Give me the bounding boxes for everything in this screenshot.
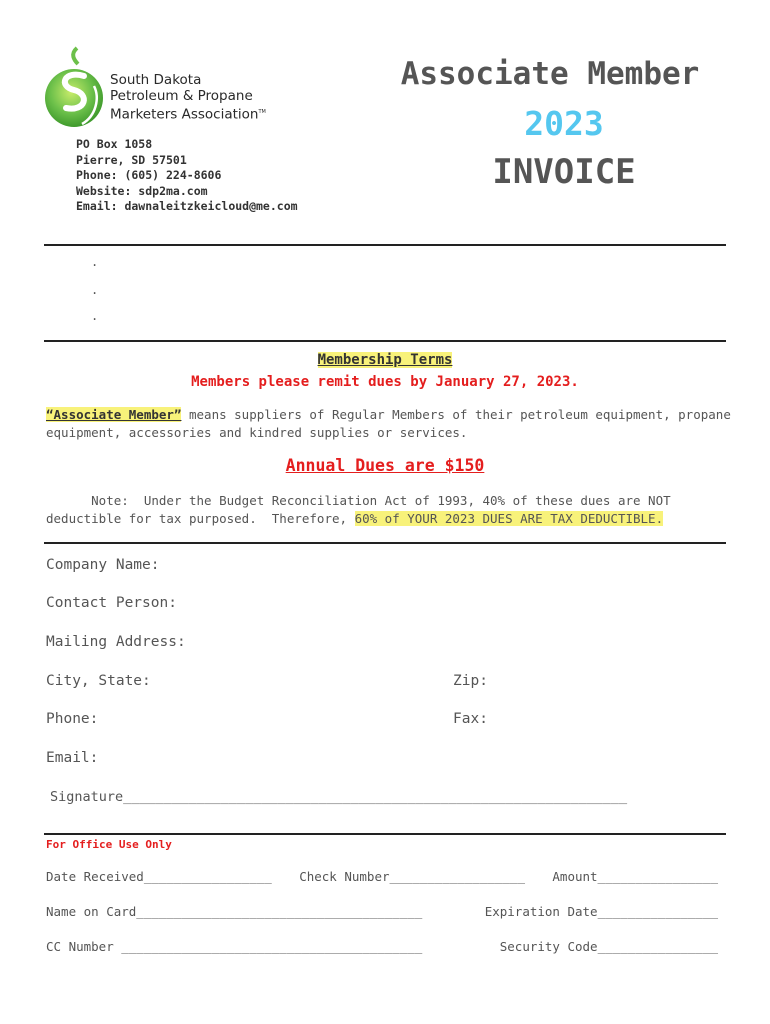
associate-definition-text: means suppliers of Regular Members of their petroleum equipment, propane equipment, accessories and kindred supplies or services. [46, 407, 731, 440]
mailing-address-field[interactable]: Mailing Address: [46, 634, 186, 650]
association-logo [44, 46, 110, 132]
divider-top [44, 244, 726, 246]
amount-field[interactable]: Amount________________ [552, 869, 718, 884]
fax-field[interactable]: Fax: [453, 711, 488, 727]
org-line-2: Petroleum & Propane [110, 88, 253, 104]
signature-field[interactable]: Signature______________________________________________________________ [50, 789, 628, 805]
tax-deductible-highlight: 60% of YOUR 2023 DUES ARE TAX DEDUCTIBLE. [354, 511, 664, 526]
city-state-field[interactable]: City, State: [46, 673, 151, 689]
placeholder-dot: . [91, 255, 99, 269]
org-line-3-text: Marketers Association [110, 106, 259, 123]
office-use-heading: For Office Use Only [46, 838, 172, 851]
org-line-3 [110, 104, 266, 123]
office-row-1 [46, 869, 718, 884]
divider-office [44, 833, 726, 835]
title-year: 2023 [524, 104, 604, 143]
phone-number: Phone: (605) 224-8606 [76, 168, 222, 182]
email-address: Email: dawnaleitzkeicloud@me.com [76, 199, 298, 213]
company-name-field[interactable]: Company Name: [46, 557, 160, 573]
email-field[interactable]: Email: [46, 750, 99, 766]
title-associate-member: Associate Member [400, 56, 700, 92]
annual-dues [0, 456, 770, 475]
office-row-3 [46, 939, 718, 954]
org-line-1: South Dakota [110, 72, 202, 88]
phone-field[interactable]: Phone: [46, 711, 99, 727]
divider-form [44, 542, 726, 544]
contact-block [76, 137, 298, 215]
cc-number-field[interactable]: CC Number ________________________________________ [46, 939, 423, 954]
placeholder-dot: . [91, 309, 99, 323]
security-code-field[interactable]: Security Code________________ [499, 939, 718, 954]
website: Website: sdp2ma.com [76, 183, 208, 198]
membership-terms-heading [0, 352, 770, 368]
zip-field[interactable]: Zip: [453, 673, 488, 689]
divider-terms [44, 340, 726, 342]
membership-terms-text: Membership Terms [317, 352, 453, 368]
remit-deadline: Members please remit dues by January 27, 2023. [191, 374, 579, 390]
annual-dues-text: Annual Dues are $150 [285, 456, 485, 475]
trademark-mark: TM [258, 109, 266, 115]
check-number-field[interactable]: Check Number__________________ [299, 869, 525, 884]
expiration-date-field[interactable]: Expiration Date________________ [484, 904, 718, 919]
associate-definition [46, 406, 736, 442]
contact-person-field[interactable]: Contact Person: [46, 595, 177, 611]
po-box: PO Box 1058 [76, 137, 153, 151]
city-address: Pierre, SD 57501 [76, 152, 187, 167]
organization-name [110, 72, 266, 123]
date-received-field[interactable]: Date Received_________________ [46, 869, 272, 884]
associate-term: “Associate Member” [46, 407, 182, 422]
name-on-card-field[interactable]: Name on Card______________________________________ [46, 904, 423, 919]
tax-note [46, 492, 736, 528]
tax-note-text: Note: Under the Budget Reconciliation Act of 1993, 40% of these dues are NOT deductible for tax purposed. Therefore, [46, 493, 679, 526]
office-row-2 [46, 904, 718, 919]
title-invoice: INVOICE [492, 152, 636, 192]
placeholder-dot: . [91, 283, 99, 297]
